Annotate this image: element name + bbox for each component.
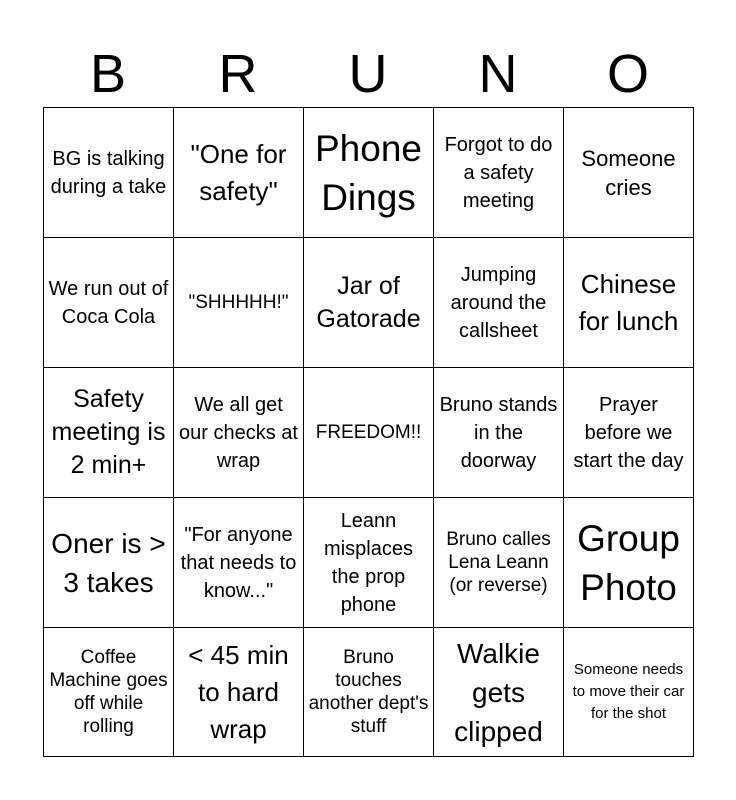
- bingo-cell[interactable]: [174, 498, 304, 628]
- cell-text: Walkie gets clipped: [454, 637, 543, 747]
- header-letter-b: B: [89, 44, 127, 104]
- bingo-cell[interactable]: [44, 368, 174, 498]
- bingo-cell[interactable]: [564, 108, 694, 238]
- bingo-cell[interactable]: [304, 498, 434, 628]
- cell-text: Bruno touches another dept's stuff: [308, 647, 429, 737]
- bingo-cell[interactable]: [174, 238, 304, 368]
- cell-text: Leann misplaces the prop phone: [324, 509, 413, 616]
- cell-text: Phone Dings: [315, 127, 422, 218]
- cell-text: Someone cries: [581, 145, 676, 200]
- cell-text: < 45 min to hard wrap: [188, 639, 289, 744]
- cell-text: Group Photo: [577, 517, 680, 608]
- cell-text: Someone needs to move their car for the shot: [572, 661, 685, 722]
- bingo-cell[interactable]: [434, 108, 564, 238]
- bingo-cell[interactable]: [564, 498, 694, 628]
- cell-text: Jumping around the callsheet: [450, 263, 547, 342]
- cell-text: FREEDOM!!: [315, 422, 422, 443]
- bingo-cell[interactable]: [304, 238, 434, 368]
- bingo-cell[interactable]: [304, 628, 434, 757]
- cell-text: "For anyone that needs to know...": [180, 523, 297, 602]
- bingo-cell[interactable]: [174, 368, 304, 498]
- bingo-cell[interactable]: [434, 238, 564, 368]
- bingo-cell[interactable]: [434, 628, 564, 757]
- cell-text: We all get our checks at wrap: [179, 393, 298, 472]
- cell-text: "One for safety": [190, 138, 287, 206]
- bingo-cell[interactable]: [44, 238, 174, 368]
- cell-text: We run out of Coca Cola: [48, 277, 169, 328]
- cell-text: BG is talking during a take: [50, 147, 167, 198]
- cell-text: Coffee Machine goes off while rolling: [49, 647, 168, 737]
- cell-text: Prayer before we start the day: [573, 393, 684, 472]
- bingo-cell[interactable]: [44, 628, 174, 757]
- bingo-cell[interactable]: [44, 108, 174, 238]
- bingo-cell[interactable]: [434, 368, 564, 498]
- bingo-cell[interactable]: [564, 628, 694, 757]
- bingo-cell[interactable]: [304, 108, 434, 238]
- bingo-cell[interactable]: [44, 498, 174, 628]
- cell-text: Bruno stands in the doorway: [439, 393, 558, 472]
- cell-text: Safety meeting is 2 min+: [51, 385, 166, 479]
- header-letter-n: N: [478, 44, 518, 104]
- header-letter-o: O: [606, 44, 649, 104]
- cell-text: Chinese for lunch: [578, 268, 679, 336]
- bingo-cell[interactable]: [434, 498, 564, 628]
- cell-text: Forgot to do a safety meeting: [444, 133, 553, 212]
- cell-text: "SHHHHH!": [188, 292, 289, 313]
- bingo-cell[interactable]: [174, 108, 304, 238]
- cell-text: Jar of Gatorade: [316, 271, 421, 333]
- bingo-cell[interactable]: [174, 628, 304, 757]
- header-letter-u: U: [348, 44, 388, 104]
- cell-text: Bruno calles Lena Leann (or reverse): [446, 529, 551, 596]
- bingo-header: [43, 40, 693, 108]
- bingo-grid: [43, 107, 694, 757]
- bingo-cell[interactable]: [564, 238, 694, 368]
- cell-text: Oner is > 3 takes: [51, 527, 166, 598]
- bingo-cell[interactable]: [304, 368, 434, 498]
- bingo-cell[interactable]: [564, 368, 694, 498]
- header-letter-r: R: [218, 44, 258, 104]
